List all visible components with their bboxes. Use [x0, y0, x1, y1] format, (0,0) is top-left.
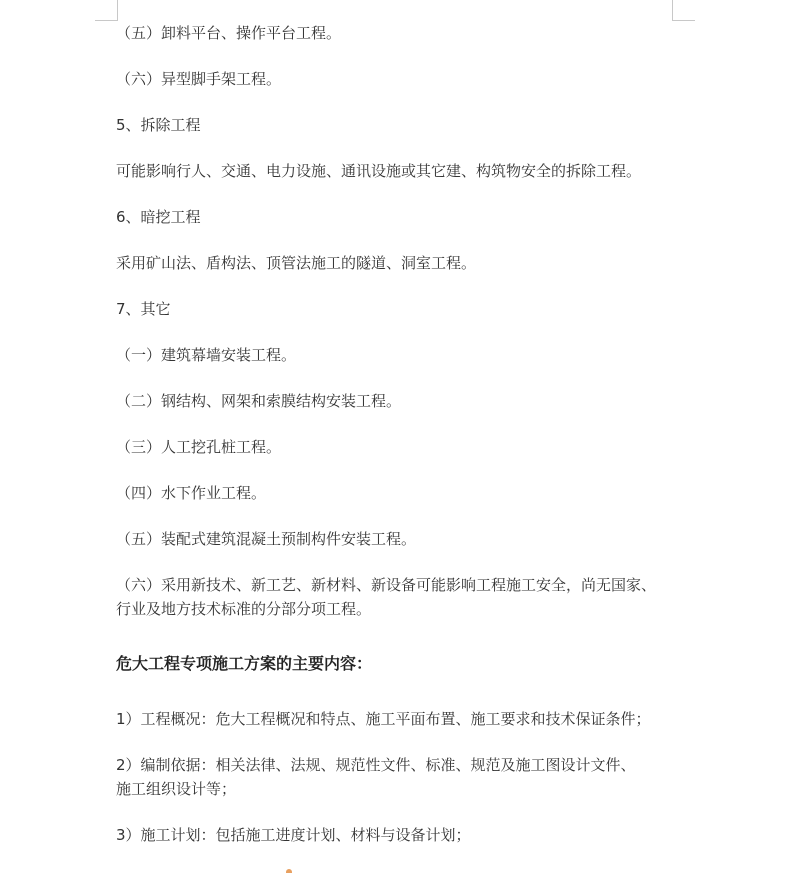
list-item: 2）编制依据：相关法律、法规、规范性文件、标准、规范及施工图设计文件、 [116, 756, 636, 774]
paragraph: 采用矿山法、盾构法、顶管法施工的隧道、洞室工程。 [116, 254, 477, 272]
crop-mark-left [95, 0, 118, 21]
list-item: （四）水下作业工程。 [116, 484, 267, 502]
list-item: （五）装配式建筑混凝土预制构件安装工程。 [116, 530, 417, 548]
list-item: （一）建筑幕墙安装工程。 [116, 346, 297, 364]
crop-mark-right [672, 0, 695, 21]
list-item: （五）卸料平台、操作平台工程。 [116, 24, 342, 42]
list-item: （二）钢结构、网架和索膜结构安装工程。 [116, 392, 402, 410]
list-item: （六）异型脚手架工程。 [116, 70, 282, 88]
list-item: 3）施工计划：包括施工进度计划、材料与设备计划； [116, 826, 471, 844]
section-heading: 6、暗挖工程 [116, 208, 201, 226]
decorative-mark [286, 869, 292, 873]
list-item: （六）采用新技术、新工艺、新材料、新设备可能影响工程施工安全，尚无国家、 [116, 576, 657, 594]
list-item: 1）工程概况：危大工程概况和特点、施工平面布置、施工要求和技术保证条件； [116, 710, 651, 728]
section-heading: 7、其它 [116, 300, 171, 318]
bold-heading: 危大工程专项施工方案的主要内容： [116, 654, 373, 673]
paragraph: 可能影响行人、交通、电力设施、通讯设施或其它建、构筑物安全的拆除工程。 [116, 162, 642, 180]
list-item-continued: 行业及地方技术标准的分部分项工程。 [116, 600, 372, 618]
list-item-continued: 施工组织设计等； [116, 780, 237, 798]
section-heading: 5、拆除工程 [116, 116, 201, 134]
list-item: （三）人工挖孔桩工程。 [116, 438, 282, 456]
